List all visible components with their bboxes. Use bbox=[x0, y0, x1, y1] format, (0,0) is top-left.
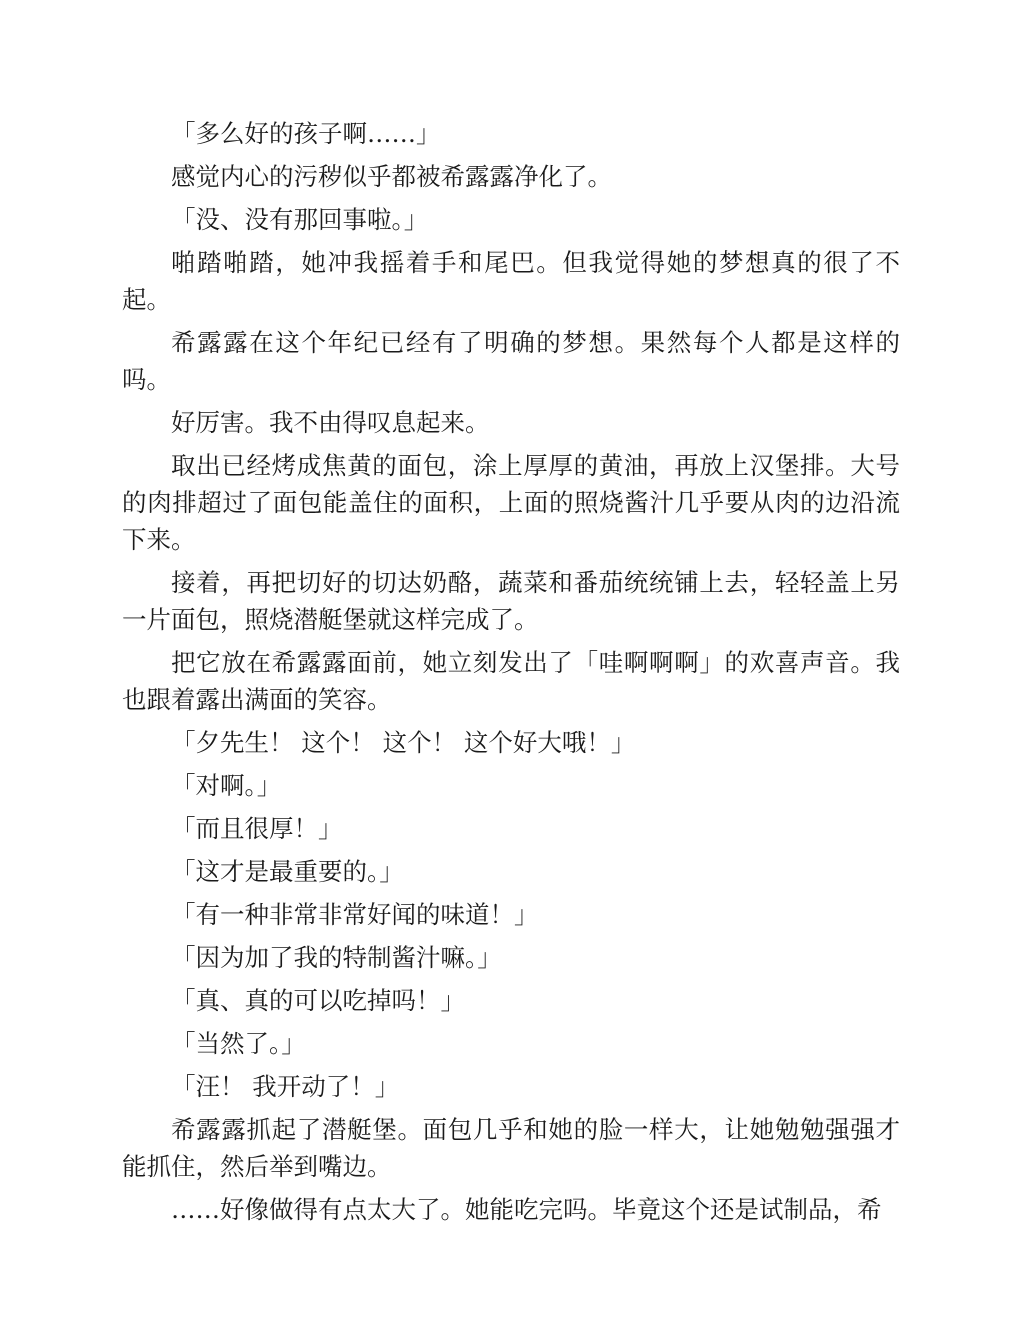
paragraph: 「对啊。」 bbox=[171, 771, 282, 800]
paragraph: 啪踏啪踏，她冲我摇着手和尾巴。但我觉得她的梦想真的很了不起。 bbox=[122, 248, 900, 314]
paragraph: 感觉内心的污秽似乎都被希露露净化了。 bbox=[171, 162, 612, 191]
paragraph: 「汪！ 我开动了！」 bbox=[171, 1072, 400, 1101]
paragraph: ……好像做得有点太大了。她能吃完吗。毕竟这个还是试制品，希 bbox=[171, 1195, 882, 1224]
paragraph: 把它放在希露露面前，她立刻发出了「哇啊啊啊」的欢喜声音。我也跟着露出满面的笑容。 bbox=[122, 648, 900, 714]
paragraph: 「当然了。」 bbox=[171, 1029, 306, 1058]
paragraph: 希露露在这个年纪已经有了明确的梦想。果然每个人都是这样的吗。 bbox=[122, 328, 900, 394]
paragraph: 「而且很厚！」 bbox=[171, 814, 343, 843]
paragraph: 接着，再把切好的切达奶酪，蔬菜和番茄统统铺上去，轻轻盖上另一片面包，照烧潜艇堡就这样完成了。 bbox=[122, 568, 900, 634]
paragraph: 好厉害。我不由得叹息起来。 bbox=[171, 408, 490, 437]
paragraph: 「这才是最重要的。」 bbox=[171, 857, 404, 886]
paragraph: 「真、真的可以吃掉吗！」 bbox=[171, 986, 465, 1015]
paragraph: 「有一种非常非常好闻的味道！」 bbox=[171, 900, 539, 929]
paragraph: 希露露抓起了潜艇堡。面包几乎和她的脸一样大，让她勉勉强强才能抓住，然后举到嘴边。 bbox=[122, 1115, 900, 1181]
paragraph: 「夕先生！ 这个！ 这个！ 这个好大哦！」 bbox=[171, 728, 636, 757]
paragraph: 「没、没有那回事啦。」 bbox=[171, 205, 429, 234]
paragraph: 「多么好的孩子啊……」 bbox=[171, 119, 441, 148]
document-page bbox=[122, 115, 900, 1234]
paragraph: 取出已经烤成焦黄的面包，涂上厚厚的黄油，再放上汉堡排。大号的肉排超过了面包能盖住的面积，上面的照烧酱汁几乎要从肉的边沿流下来。 bbox=[122, 451, 900, 554]
paragraph: 「因为加了我的特制酱汁嘛。」 bbox=[171, 943, 502, 972]
